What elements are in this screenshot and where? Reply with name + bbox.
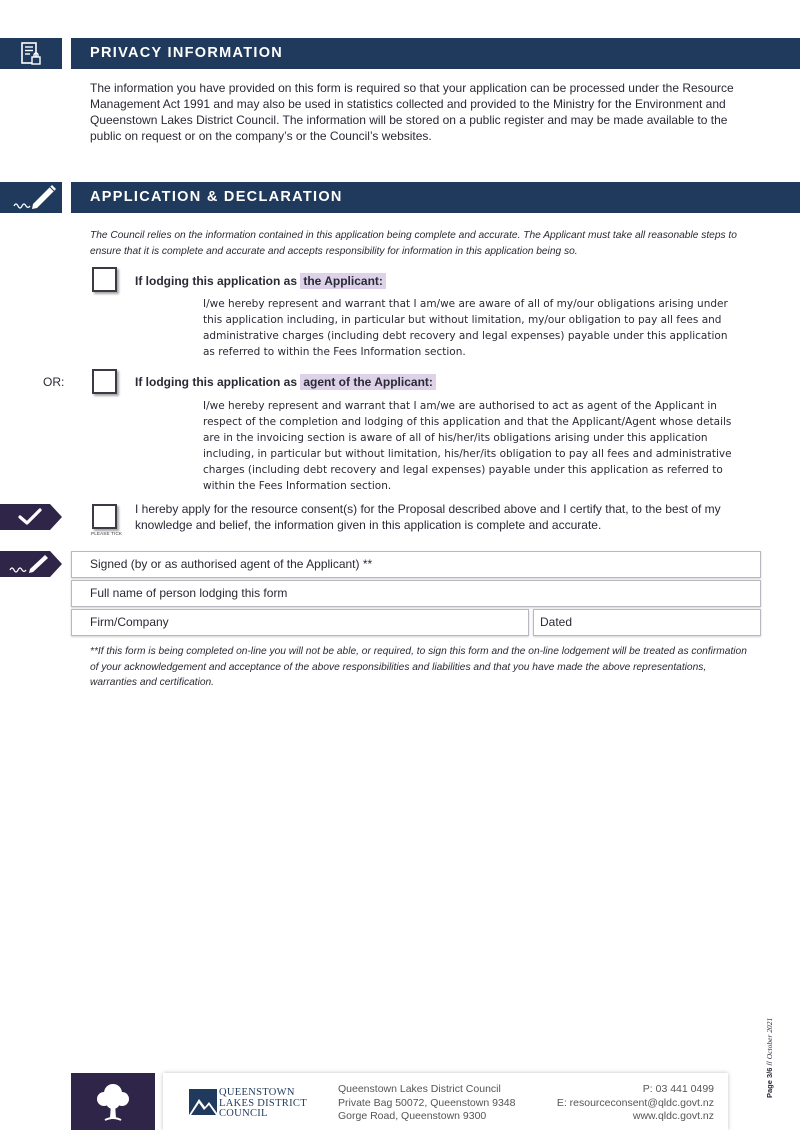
contact-phone: P: 03 441 0499 [642,1083,714,1095]
address-line3: Gorge Road, Queenstown 9300 [338,1110,487,1122]
applicant-title-prefix: If lodging this application as [135,274,301,288]
applicant-option-body: I/we hereby represent and warrant that I am/we are aware of all of my/our obligations arising under this application including, in particular but without limitation, my/our obligation to pay all fees and administrative charges (including debt recovery and legal expenses) payable under this application as referred to within the Fees Information section. [203,298,728,358]
privacy-body: The information you have provided on this form is required so that your application can be processed under the Resource Management Act 1991 and may also be used in statistics collected and provided to the Ministry for the Environment and Queenstown Lakes District Council. The information will be stored on a public register and may be made available to the public on request or on the company’s or the Council’s websites. [90,81,734,143]
online-footnote: **If this form is being completed on-line you will not be able, or required, to sign this form and the on-line lodgement will be treated as confirmation of your acknowledgement and acceptance of the above responsibilities and liabilities and that you have made the above representations, warranties and certification. [90,646,747,688]
page-number: Page 3/6 [765,1067,774,1098]
agent-option-title [135,375,436,389]
qldc-mountain-logo-icon [189,1089,217,1115]
footer-contact [557,1083,714,1124]
tree-icon [93,1080,133,1124]
qldc-line1: QUEENSTOWN [219,1087,295,1098]
full-name-field[interactable]: Full name of person lodging this form [71,580,761,607]
address-line1: Queenstown Lakes District Council [338,1083,501,1095]
page-indicator [765,1018,774,1098]
qldc-line3: COUNCIL [219,1108,268,1119]
agent-title-highlight: agent of the Applicant: [300,374,436,390]
contact-email[interactable]: E: resourceconsent@qldc.govt.nz [556,1096,714,1109]
checkmark-badge-icon [0,504,62,530]
qldc-wordmark [219,1088,307,1120]
pen-signature-icon [0,182,62,213]
declaration-intro: The Council relies on the information contained in this application being complete and accurate. The Applicant must take all reasonable steps to ensure that it is complete and accurate and accepts responsibility for information in this application being so. [90,230,737,257]
declaration-icon-box [0,182,62,213]
address-line2: Private Bag 50072, Queenstown 9348 [338,1096,516,1109]
agent-title-prefix: If lodging this application as [135,375,301,389]
dated-field[interactable]: Dated [533,609,761,636]
privacy-icon-box [0,38,62,69]
page-separator: // [765,1061,774,1066]
contact-web[interactable]: www.qldc.govt.nz [632,1110,714,1122]
signed-field[interactable]: Signed (by or as authorised agent of the Applicant) ** [71,551,761,578]
privacy-section-header: PRIVACY INFORMATION [71,38,800,69]
applicant-option-title [135,274,386,288]
footer-address [338,1083,515,1124]
consent-checkbox[interactable] [92,504,117,529]
applicant-title-highlight: the Applicant: [300,273,386,289]
revision-date: October 2021 [765,1017,774,1060]
consent-text: I hereby apply for the resource consent(s) for the Proposal described above and I certify that, to the best of my knowledge and belief, the information given in this application is complete and accurate. [135,502,721,532]
document-lock-icon [20,42,42,66]
please-tick-label: PLEASE TICK [91,531,123,536]
applicant-checkbox[interactable] [92,267,117,292]
agent-option-body: I/we hereby represent and warrant that I am/we are authorised to act as agent of the Applicant in respect of the completion and lodging of this application and that the Applicant/Agent whose details are in the invoicing section is aware of all of his/her/its obligations arising under this application including, in particular but without limitation, his/her/its obligation to pay all fees and administrative charges (including debt recovery and legal expenses) payable under this application as referred to within the Fees Information section. [203,400,732,492]
declaration-section-header: APPLICATION & DECLARATION [71,182,800,213]
or-label: OR: [43,375,65,389]
agent-checkbox[interactable] [92,369,117,394]
firm-company-field[interactable]: Firm/Company [71,609,529,636]
signature-pen-badge-icon [0,551,62,577]
qldc-line2: LAKES DISTRICT [219,1097,307,1109]
footer-tree-logo-box [71,1073,155,1130]
